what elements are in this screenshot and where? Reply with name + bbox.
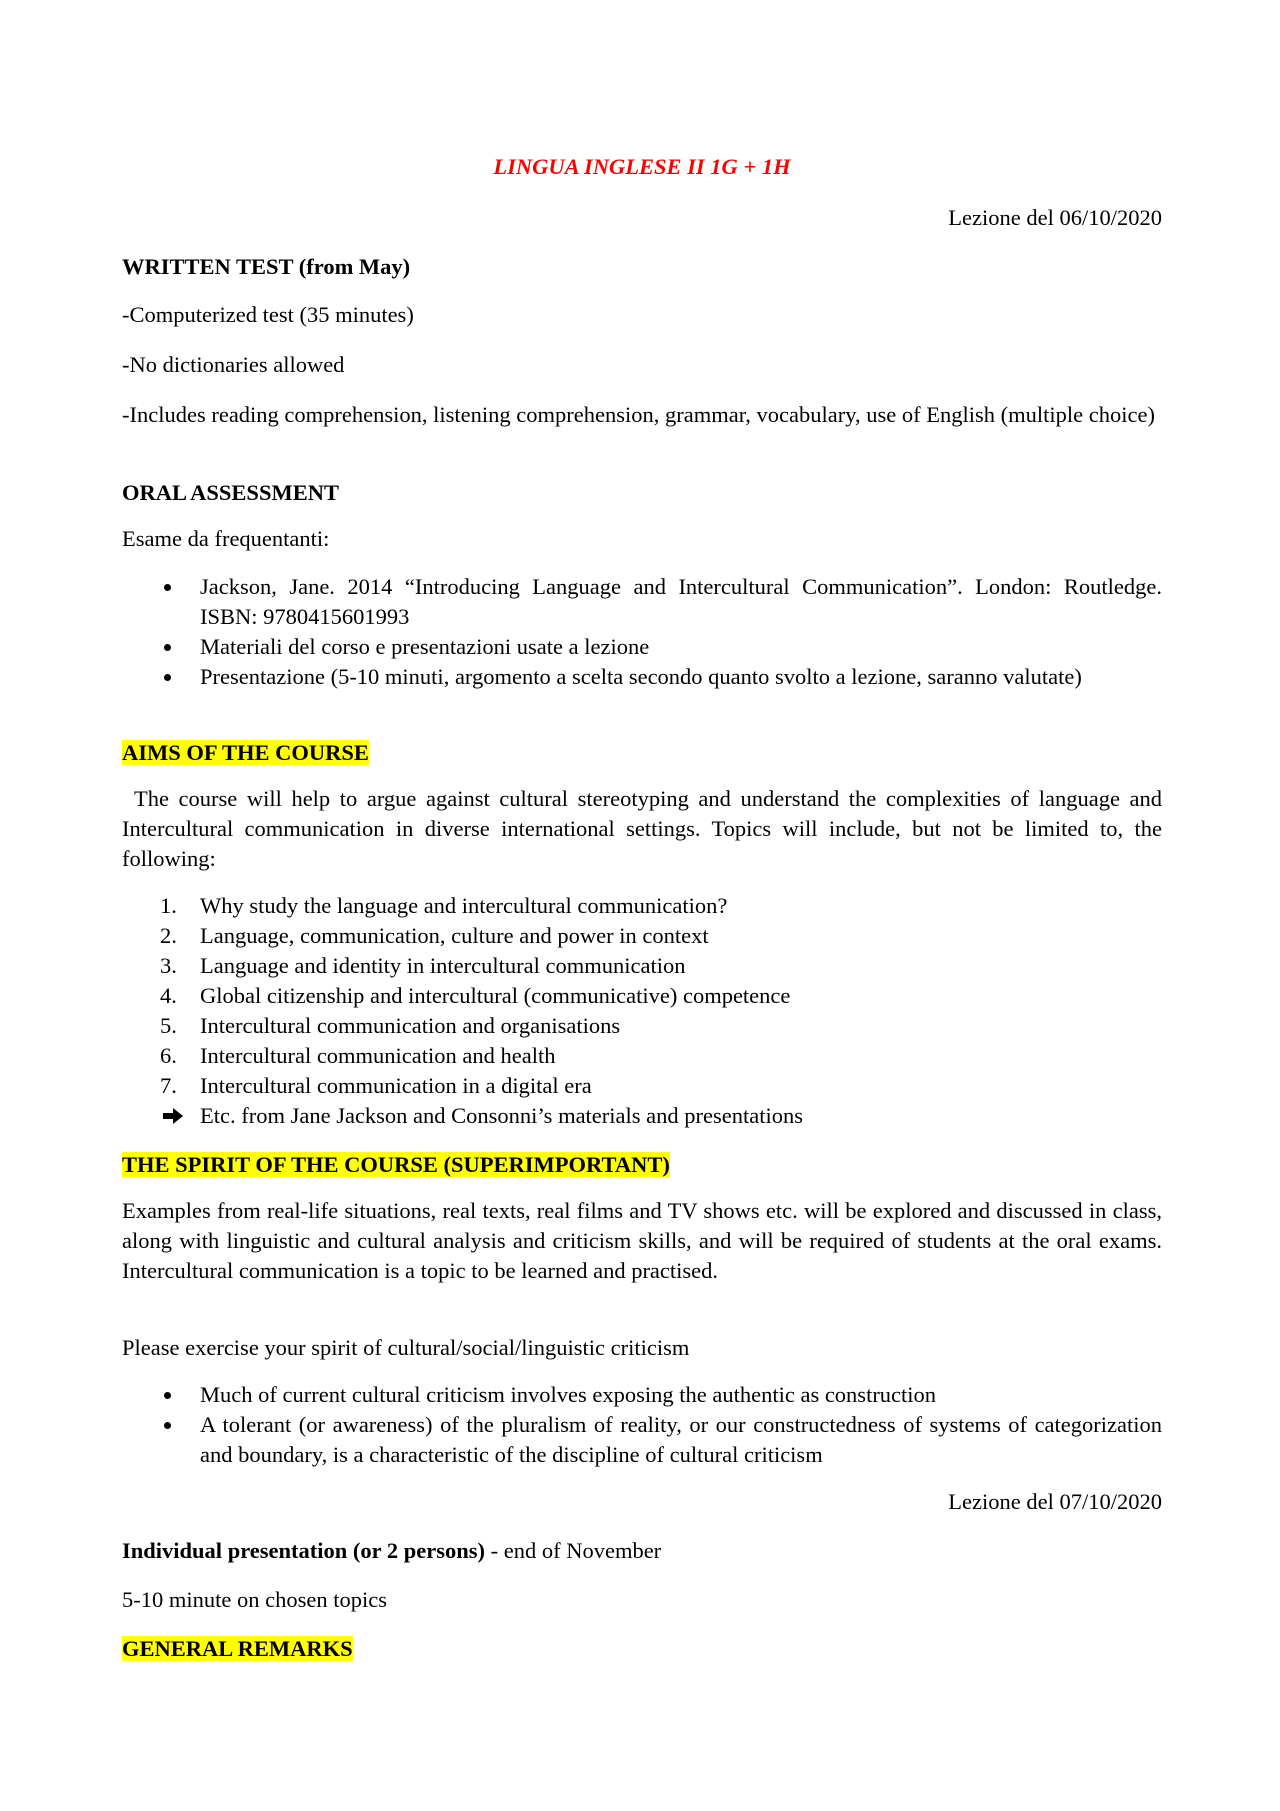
aims-heading: AIMS OF THE COURSE — [122, 740, 369, 765]
written-test-heading: WRITTEN TEST (from May) — [122, 254, 411, 279]
list-item: Jackson, Jane. 2014 “Introducing Language and Intercultural Communication”. London: Routledge. ISBN: 9780415601993 — [122, 572, 1162, 632]
written-item: -Includes reading comprehension, listening comprehension, grammar, vocabulary, use of English (multiple choice) — [122, 402, 1155, 427]
lesson-date-1: Lezione del 06/10/2020 — [948, 205, 1162, 230]
list-item: 7. Intercultural communication in a digital era — [160, 1073, 592, 1098]
list-item: 4. Global citizenship and intercultural (communicative) competence — [160, 983, 791, 1008]
bullet-icon — [164, 1422, 171, 1429]
aims-topic-list — [122, 891, 1162, 1131]
spirit-heading-row — [122, 1150, 1162, 1180]
spirit-prompt: Please exercise your spirit of cultural/social/linguistic criticism — [122, 1335, 690, 1360]
presentation-detail: 5-10 minute on chosen topics — [122, 1587, 387, 1612]
general-remarks-heading: GENERAL REMARKS — [122, 1636, 353, 1661]
list-item: 5. Intercultural communication and organisations — [160, 1013, 621, 1038]
written-item: -Computerized test (35 minutes) — [122, 302, 414, 327]
document-title: LINGUA INGLESE II 1G + 1H — [493, 154, 791, 179]
list-item: 6. Intercultural communication and health — [160, 1043, 556, 1068]
list-item: 3. Language and identity in intercultural communication — [160, 953, 686, 978]
bullet-icon — [164, 644, 171, 651]
arrow-right-icon — [162, 1106, 184, 1126]
general-heading-row — [122, 1634, 1162, 1664]
bullet-icon — [164, 674, 171, 681]
presentation-title: Individual presentation (or 2 persons) — [122, 1538, 485, 1563]
list-item: 2. Language, communication, culture and power in context — [160, 923, 709, 948]
spirit-bullet-list — [122, 1380, 1162, 1470]
spirit-heading: THE SPIRIT OF THE COURSE (SUPERIMPORTANT) — [122, 1152, 670, 1177]
list-item: 1. Why study the language and intercultural communication? — [160, 893, 728, 918]
list-item: Etc. from Jane Jackson and Consonni’s materials and presentations — [122, 1101, 1162, 1131]
oral-bullet-list — [122, 572, 1162, 692]
list-item: Presentazione (5-10 minuti, argomento a scelta secondo quanto svolto a lezione, saranno valutate) — [122, 662, 1162, 692]
list-item: Materiali del corso e presentazioni usate a lezione — [122, 632, 1162, 662]
list-item: A tolerant (or awareness) of the pluralism of reality, or our constructedness of systems of categorization and boundary, is a characteristic of the discipline of cultural criticism — [122, 1410, 1162, 1470]
presentation-deadline: - end of November — [484, 1538, 662, 1563]
written-item: -No dictionaries allowed — [122, 352, 345, 377]
list-item: Much of current cultural criticism involves exposing the authentic as construction — [122, 1380, 1162, 1410]
presentation-line — [122, 1536, 1162, 1566]
aims-heading-row — [122, 738, 1162, 768]
oral-intro: Esame da frequentanti: — [122, 526, 330, 551]
lesson-date-2: Lezione del 07/10/2020 — [948, 1489, 1162, 1514]
bullet-icon — [164, 584, 171, 591]
bullet-icon — [164, 1392, 171, 1399]
oral-assessment-heading: ORAL ASSESSMENT — [122, 480, 339, 505]
spirit-paragraph: Examples from real-life situations, real texts, real films and TV shows etc. will be explored and discussed in class, along with linguistic and cultural analysis and criticism skills, and will be required of students at the oral exams. Intercultural communication is a topic to be learned and practised. — [122, 1198, 1162, 1283]
aims-paragraph: The course will help to argue against cultural stereotyping and understand the complexities of language and Intercultural communication in diverse international settings. Topics will include, but not be limited to, the following: — [122, 786, 1162, 871]
